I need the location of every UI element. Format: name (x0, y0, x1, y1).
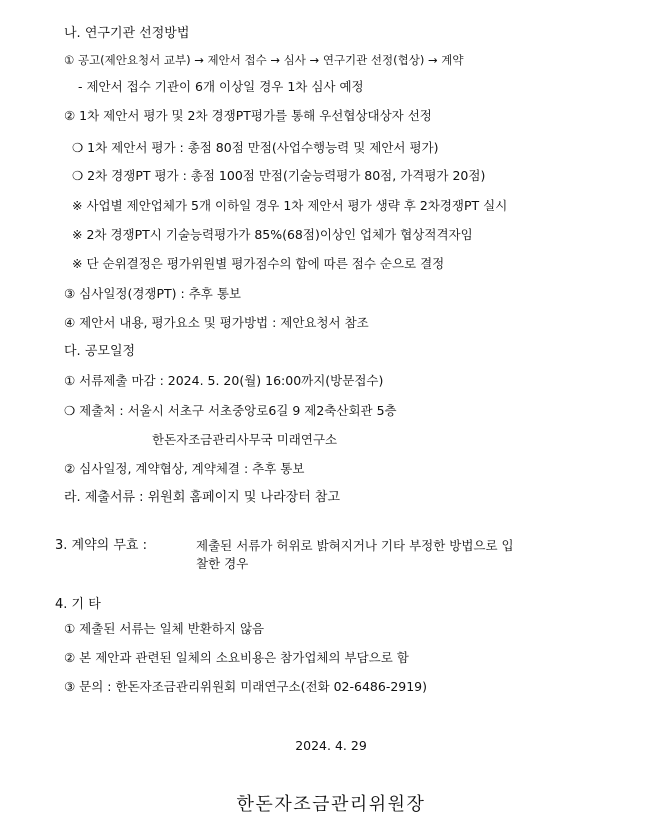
evaluation-note-3: ※ 단 순위결정은 평가위원별 평가점수의 합에 따른 점수 순으로 결정 (72, 256, 445, 271)
schedule-item-1: ① 서류제출 마감 : 2024. 5. 20(월) 16:00까지(방문접수) (64, 373, 384, 388)
section-4-heading: 4. 기 타 (55, 597, 101, 612)
section-3-text-2: 찰한 경우 (196, 556, 249, 571)
section-ra-heading: 라. 제출서류 : 위원회 홈페이지 및 나라장터 참고 (64, 490, 341, 505)
evaluation-1: ❍ 1차 제안서 평가 : 총점 80점 만점(사업수행능력 및 제안서 평가) (72, 140, 439, 155)
schedule-item-2: ② 심사일정, 계약협상, 계약체결 : 추후 통보 (64, 461, 305, 476)
submission-address: ❍ 제출처 : 서울시 서초구 서초중앙로6길 9 제2축산회관 5층 (64, 403, 397, 418)
section-3-text-1: 제출된 서류가 허위로 밝혀지거나 기타 부정한 방법으로 입 (196, 538, 514, 553)
selection-step-1-note: - 제안서 접수 기관이 6개 이상일 경우 1차 심사 예정 (78, 79, 364, 94)
submission-address-2: 한돈자조금관리사무국 미래연구소 (152, 432, 338, 447)
evaluation-2: ❍ 2차 경쟁PT 평가 : 총점 100점 만점(기술능력평가 80점, 가격평가 20점) (72, 168, 486, 183)
selection-step-2: ② 1차 제안서 평가 및 2차 경쟁PT평가를 통해 우선협상대상자 선정 (64, 108, 432, 123)
section-na-heading: 나. 연구기관 선정방법 (64, 26, 190, 41)
misc-item-2: ② 본 제안과 관련된 일체의 소요비용은 참가업체의 부담으로 함 (64, 650, 409, 665)
misc-item-3: ③ 문의 : 한돈자조금관리위원회 미래연구소(전화 02-6486-2919) (64, 679, 428, 694)
section-da-heading: 다. 공모일정 (64, 344, 136, 359)
section-3-heading: 3. 계약의 무효 : (55, 538, 147, 553)
selection-step-4: ④ 제안서 내용, 평가요소 및 평가방법 : 제안요청서 참조 (64, 315, 369, 330)
selection-step-1: ① 공고(제안요청서 교부) → 제안서 접수 → 심사 → 연구기관 선정(협상) → 계약 (64, 53, 464, 67)
misc-item-1: ① 제출된 서류는 일체 반환하지 않음 (64, 621, 265, 636)
evaluation-note-1: ※ 사업별 제안업체가 5개 이하일 경우 1차 제안서 평가 생략 후 2차경쟁PT 실시 (72, 198, 508, 213)
selection-step-3: ③ 심사일정(경쟁PT) : 추후 통보 (64, 286, 241, 301)
issuer-signature: 한돈자조금관리위원장 (236, 794, 426, 815)
evaluation-note-2: ※ 2차 경쟁PT시 기술능력평가가 85%(68점)이상인 업체가 협상적격자임 (72, 227, 473, 242)
document-date: 2024. 4. 29 (295, 738, 367, 753)
